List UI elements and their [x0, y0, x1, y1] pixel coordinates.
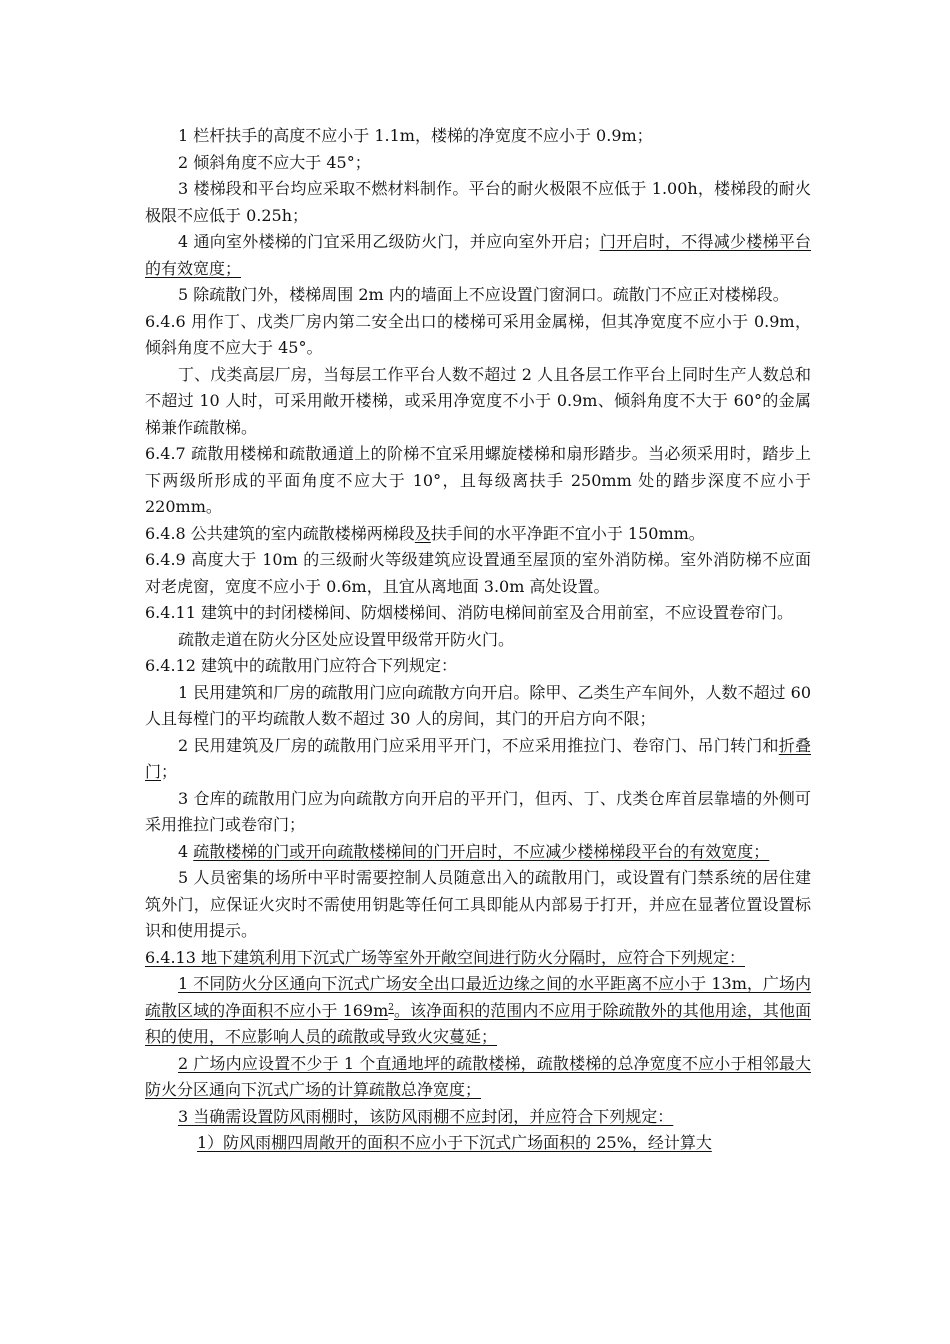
clause-6-4-5-item-5: 5 除疏散门外，楼梯周围 2m 内的墙面上不应设置门窗洞口。疏散门不应正对楼梯段。 — [178, 285, 789, 304]
clause-6-4-5-item-2: 2 倾斜角度不应大于 45°； — [178, 152, 371, 172]
underlined-revision: 折叠门 — [145, 735, 811, 781]
underlined-revision: 疏散楼梯的门或开向疏散楼梯间的门开启时，不应减少楼梯梯段平台的有效宽度； — [193, 841, 770, 861]
underlined-revision: 及 — [414, 523, 431, 543]
clause-6-4-13-item-3-sub-1: 1）防风雨棚四周敞开的面积不应小于下沉式广场面积的 25%，经计算大 — [197, 1133, 712, 1152]
document-body — [145, 123, 811, 1157]
clause-6-4-12-item-3: 3 仓库的疏散用门应为向疏散方向开启的平开门，但丙、丁、戊类仓库首层靠墙的外侧可采用推拉门或卷帘门； — [145, 788, 811, 834]
clause-6-4-5-item-3: 3 楼梯段和平台均应采取不燃材料制作。平台的耐火极限不应低于 1.00h，楼梯段的耐火极限不应低于 0.25h； — [145, 179, 811, 225]
clause-6-4-13 — [145, 945, 811, 972]
clause-6-4-12: 6.4.12 建筑中的疏散用门应符合下列规定： — [145, 656, 457, 675]
clause-6-4-9: 6.4.9 高度大于 10m 的三级耐火等级建筑应设置通至屋顶的室外消防梯。室外消防梯不应面对老虎窗，宽度不应小于 0.6m，且宜从离地面 3.0m 高处设置。 — [145, 550, 811, 596]
clause-6-4-11: 6.4.11 建筑中的封闭楼梯间、防烟楼梯间、消防电梯间前室及合用前室，不应设置卷帘门。 — [145, 603, 793, 622]
clause-6-4-13-item-3: 3 当确需设置防风雨棚时，该防风雨棚不应封闭，并应符合下列规定： — [178, 1106, 674, 1126]
clause-6-4-11-paragraph-2: 疏散走道在防火分区处应设置甲级常开防火门。 — [178, 629, 515, 649]
clause-6-4-8: 6.4.8 公共建筑的室内疏散楼梯两梯段及扶手间的水平净距不宜小于 150mm。 — [145, 523, 705, 543]
clause-6-4-13-item-2: 2 广场内应设置不少于 1 个直通地坪的疏散楼梯，疏散楼梯的总净宽度不应小于相邻最大防火分区通向下沉式广场的计算疏散总净宽度； — [145, 1053, 811, 1099]
clause-6-4-12-item-5: 5 人员密集的场所中平时需要控制人员随意出入的疏散用门，或设置有门禁系统的居住建筑外门，应保证火灾时不需使用钥匙等任何工具即能从内部易于打开，并应在显著位置设置标识和使用提示。 — [145, 868, 811, 940]
clause-6-4-12-item-2: 2 民用建筑及厂房的疏散用门应采用平开门，不应采用推拉门、卷帘门、吊门转门和折叠门； — [145, 735, 811, 781]
clause-6-4-5-item-1: 1 栏杆扶手的高度不应小于 1.1m，楼梯的净宽度不应小于 0.9m； — [178, 126, 653, 145]
clause-6-4-5-item-4: 4 通向室外楼梯的门宜采用乙级防火门，并应向室外开启；门开启时，不得减少楼梯平台的有效宽度； — [145, 232, 811, 278]
underlined-revision: 门开启时，不得减少楼梯平台的有效宽度； — [145, 232, 811, 278]
clause-6-4-12-item-4: 4 疏散楼梯的门或开向疏散楼梯间的门开启时，不应减少楼梯梯段平台的有效宽度； — [178, 841, 770, 861]
clause-6-4-13-item-1: 1 不同防火分区通向下沉式广场安全出口最近边缘之间的水平距离不应小于 13m，广场内疏散区域的净面积不应小于 $169m^2$。该净面积的范围内不应用于除疏散外的其他用途，其他面积的使用，不应影响人员的疏散或导致火灾蔓延； — [145, 974, 811, 1046]
clause-6-4-6-paragraph-2: 丁、戊类高层厂房，当每层工作平台人数不超过 2 人且各层工作平台上同时生产人数总和不超过 10 人时，可采用敞开楼梯，或采用净宽度不小于 0.9m、倾斜角度不大于 60°的金属梯兼作疏散梯。 — [145, 364, 811, 437]
underlined-revision: 6.4.13 地下建筑利用下沉式广场等室外开敞空间进行防火分隔时，应符合下列规定： — [145, 947, 745, 967]
clause-6-4-6: 6.4.6 用作丁、戊类厂房内第二安全出口的楼梯可采用金属梯，但其净宽度不应小于 0.9m，倾斜角度不应大于 45°。 — [145, 311, 811, 357]
clause-6-4-12-item-1: 1 民用建筑和厂房的疏散用门应向疏散方向开启。除甲、乙类生产车间外，人数不超过 60 人且每樘门的平均疏散人数不超过 30 人的房间，其门的开启方向不限； — [145, 682, 811, 728]
superscript: 2 — [388, 1002, 395, 1013]
clause-6-4-7: 6.4.7 疏散用楼梯和疏散通道上的阶梯不宜采用螺旋楼梯和扇形踏步。当必须采用时，踏步上下两级所形成的平面角度不应大于 10°，且每级离扶手 250mm 处的踏步深度不应小于 220mm。 — [145, 444, 811, 516]
